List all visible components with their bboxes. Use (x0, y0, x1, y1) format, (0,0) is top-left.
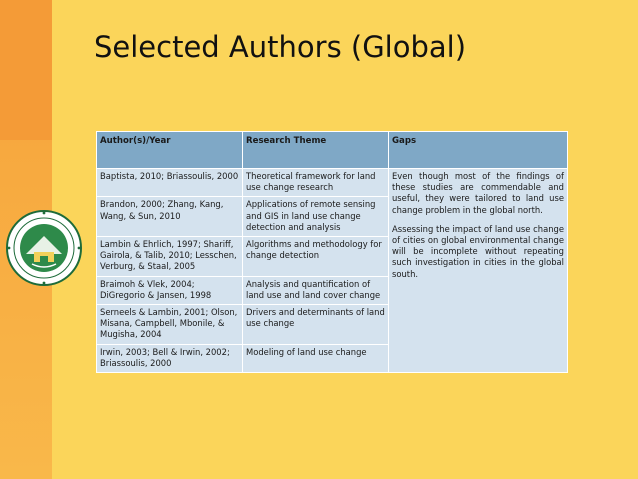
theme-cell: Algorithms and methodology for change detection (243, 237, 389, 277)
authors-cell: Lambin & Ehrlich, 1997; Shariff, Gairola, & Talib, 2010; Lesschen, Verburg, & Staal, 2005 (97, 237, 243, 277)
theme-cell: Applications of remote sensing and GIS in land use change detection and analysis (243, 197, 389, 237)
university-seal-icon (4, 208, 84, 288)
header-authors-year: Author(s)/Year (97, 132, 243, 169)
header-research-theme: Research Theme (243, 132, 389, 169)
theme-cell: Drivers and determinants of land use change (243, 305, 389, 345)
header-gaps: Gaps (389, 132, 568, 169)
authors-cell: Brandon, 2000; Zhang, Kang, Wang, & Sun, 2010 (97, 197, 243, 237)
authors-cell: Irwin, 2003; Bell & Irwin, 2002; Briassoulis, 2000 (97, 344, 243, 372)
table-row (97, 169, 568, 197)
theme-cell: Analysis and quantification of land use and land cover change (243, 276, 389, 304)
gaps-paragraph: Even though most of the findings of these studies are commendable and useful, they were tailored to land use change problem in the global north. (392, 171, 564, 215)
authors-cell: Braimoh & Vlek, 2004; DiGregorio & Jansen, 1998 (97, 276, 243, 304)
authors-cell: Serneels & Lambin, 2001; Olson, Misana, Campbell, Mbonile, & Mugisha, 2004 (97, 305, 243, 345)
slide-title: Selected Authors (Global) (94, 30, 467, 64)
theme-cell: Theoretical framework for land use change research (243, 169, 389, 197)
authors-cell: Baptista, 2010; Briassoulis, 2000 (97, 169, 243, 197)
authors-table (96, 131, 568, 373)
gaps-cell (389, 169, 568, 373)
table-header-row (97, 132, 568, 169)
left-accent-band-top (0, 0, 52, 140)
theme-cell: Modeling of land use change (243, 344, 389, 372)
gaps-paragraph: Assessing the impact of land use change of cities on global environmental change will be incomplete without repeating such investigation in cities in the global south. (392, 223, 564, 279)
